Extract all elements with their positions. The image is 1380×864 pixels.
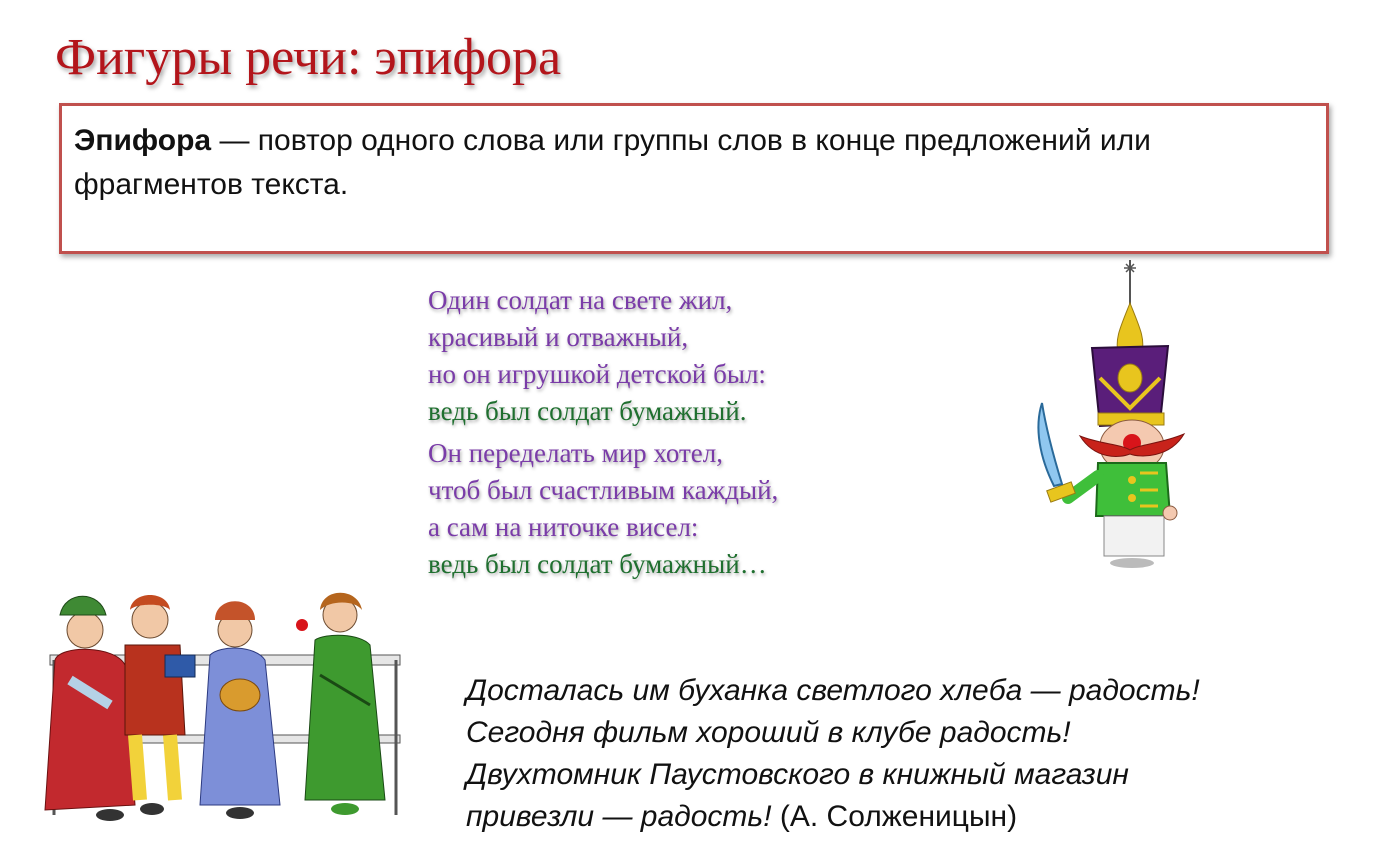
toy-soldier-illustration [1020,258,1220,588]
slide-title: Фигуры речи: эпифора [55,29,562,86]
quote-line: Досталась им буханка светлого хлеба — радость! [466,674,1200,707]
poem-refrain-line: ведь был солдат бумажный. [428,396,747,426]
poem-line: но он игрушкой детской был: [428,359,766,389]
poem [428,282,778,588]
quote-line: привезли — радость! [466,800,772,833]
poem-line: Один солдат на свете жил, [428,285,733,315]
solzhenitsyn-quote [466,670,1200,838]
poem-stanza-2 [428,435,778,583]
definition-term: Эпифора [74,124,212,157]
people-on-bench-illustration [40,585,410,835]
quote-author: (А. Солженицын) [771,800,1018,833]
quote-line: Двухтомник Паустовского в книжный магазин [466,758,1129,791]
quote-line: Сегодня фильм хороший в клубе радость! [466,716,1071,749]
poem-line: красивый и отважный, [428,322,689,352]
poem-refrain-line: ведь был солдат бумажный… [428,549,767,579]
poem-line: Он переделать мир хотел, [428,438,724,468]
definition-box [59,103,1329,254]
poem-stanza-1 [428,282,778,430]
poem-line: а сам на ниточке висел: [428,512,699,542]
definition-text: — повтор одного слова или группы слов в конце предложений или фрагментов текста. [74,124,1151,201]
poem-line: чтоб был счастливым каждый, [428,475,779,505]
